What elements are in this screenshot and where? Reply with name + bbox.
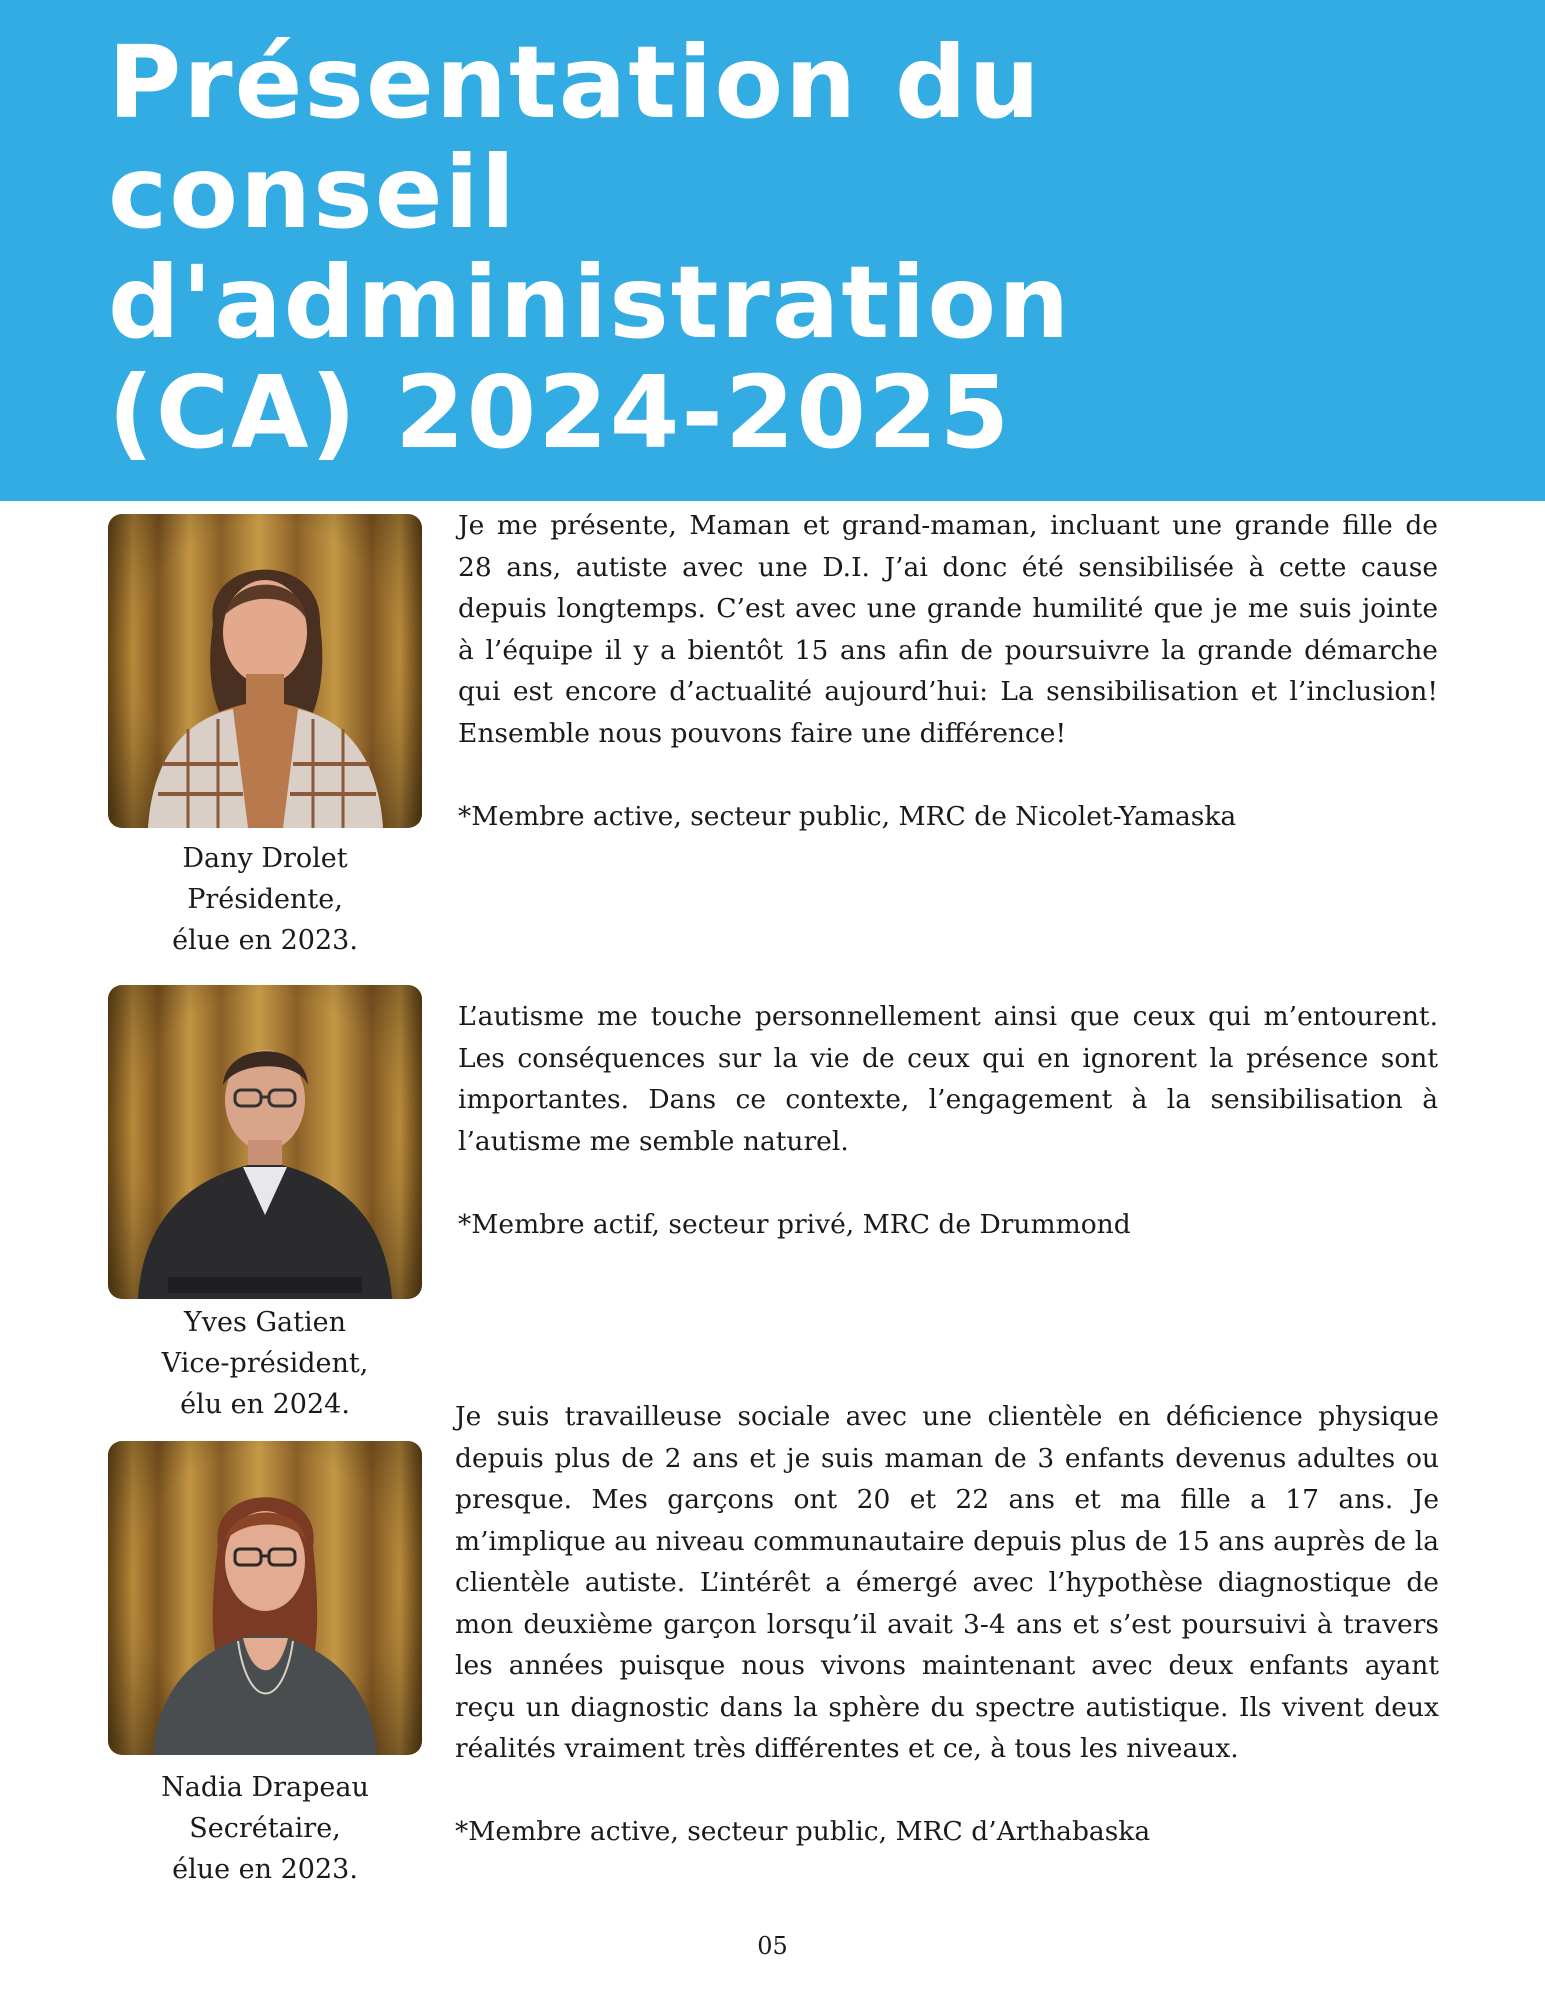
portrait-dany-drolet bbox=[108, 514, 422, 828]
member-elected: élue en 2023. bbox=[172, 1854, 358, 1885]
bio-text: L’autisme me touche personnellement ainsi que ceux qui m’entourent. Les conséquences sur la vie de ceux qui en ignorent la présence sont importantes. Dans ce contexte, l’engagement à la sensibilisation à l’autisme me semble naturel. bbox=[458, 1001, 1438, 1157]
membership-text: *Membre actif, secteur privé, MRC de Drummond bbox=[458, 1208, 1131, 1240]
member-bio bbox=[458, 505, 1438, 837]
title-line: Présentation du bbox=[108, 24, 1042, 141]
member-bio bbox=[458, 996, 1438, 1245]
title-line: (CA) 2024-2025 bbox=[108, 354, 1012, 471]
member-caption bbox=[108, 838, 422, 961]
title-line: conseil bbox=[108, 134, 518, 251]
member-caption bbox=[108, 1767, 422, 1890]
bio-text: Je suis travailleuse sociale avec une clientèle en déficience physique depuis plus de 2 ans et je suis maman de 3 enfants devenus adultes ou presque. Mes garçons ont 20 et 22 ans et ma fille a 17 ans. Je m’implique au niveau communautaire depuis plus de 15 ans auprès de la clientèle autiste. L’intérêt a émergé avec l’hypothèse diagnostique de mon deuxième garçon lorsqu’il avait 3-4 ans et s’est poursuivi à travers les années puisque nous vivons maintenant avec deux enfants ayant reçu un diagnostic dans la sphère du spectre autistique. Ils vivent deux réalités vraiment très différentes et ce, à tous les niveaux. bbox=[455, 1401, 1439, 1764]
member-name: Dany Drolet bbox=[182, 843, 348, 874]
member-name: Yves Gatien bbox=[183, 1307, 346, 1338]
member-bio bbox=[455, 1396, 1439, 1853]
member-elected: élue en 2023. bbox=[172, 925, 358, 956]
portrait-nadia-drapeau bbox=[108, 1441, 422, 1755]
membership-text: *Membre active, secteur public, MRC d’Arthabaska bbox=[455, 1816, 1151, 1847]
member-role: Vice-président, bbox=[161, 1348, 369, 1379]
member-caption bbox=[108, 1302, 422, 1425]
page-number: 05 bbox=[757, 1932, 788, 1960]
portrait-yves-gatien bbox=[108, 985, 422, 1299]
member-name: Nadia Drapeau bbox=[161, 1772, 369, 1803]
member-role: Secrétaire, bbox=[189, 1813, 341, 1844]
title-line: d'administration bbox=[108, 244, 1072, 361]
member-role: Présidente, bbox=[187, 884, 343, 915]
page-title bbox=[108, 24, 1408, 471]
member-elected: élu en 2024. bbox=[180, 1389, 350, 1420]
membership-text: *Membre active, secteur public, MRC de Nicolet-Yamaska bbox=[458, 800, 1237, 832]
bio-text: Je me présente, Maman et grand-maman, incluant une grande fille de 28 ans, autiste avec une D.I. J’ai donc été sensibilisée à cette cause depuis longtemps. C’est avec une grande humilité que je me suis jointe à l’équipe il y a bientôt 15 ans afin de poursuivre la grande démarche qui est encore d’actualité aujourd’hui: La sensibilisation et l’inclusion! Ensemble nous pouvons faire une différence! bbox=[458, 510, 1438, 749]
